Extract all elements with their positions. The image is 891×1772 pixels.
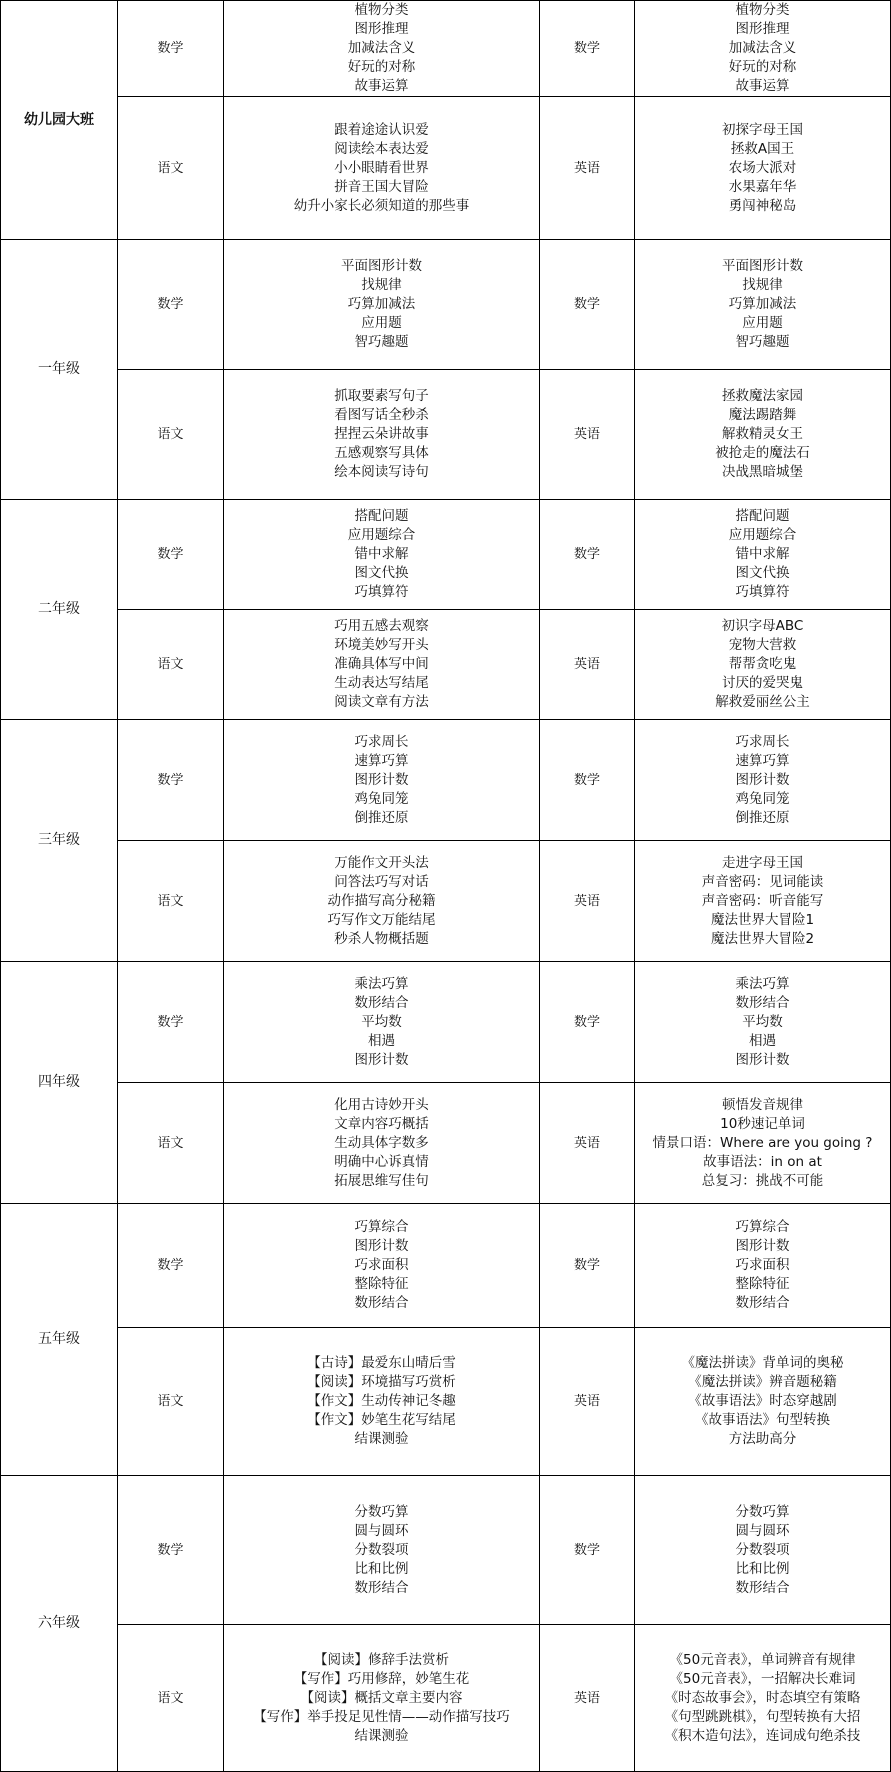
topics-cell-right bbox=[635, 1476, 891, 1625]
topic-item: 搭配问题 bbox=[735, 508, 790, 524]
topic-item: 五感观察写具体 bbox=[334, 445, 429, 461]
topic-item: 应用题 bbox=[742, 315, 783, 331]
topics-cell-right bbox=[635, 1, 891, 97]
topic-item: 分数巧算 bbox=[735, 1503, 790, 1520]
topic-item: 分数裂项 bbox=[735, 1541, 790, 1558]
grade-cell: 六年级 bbox=[1, 1476, 118, 1772]
topic-item: 巧用五感去观察 bbox=[334, 618, 429, 634]
topic-item: 初探字母王国 bbox=[722, 121, 803, 138]
topic-item: 声音密码：听音能写 bbox=[701, 892, 824, 909]
topic-item: 数形结合 bbox=[354, 1579, 409, 1596]
topic-item: 数形结合 bbox=[735, 1295, 790, 1311]
subject-cell-left: 语文 bbox=[118, 1328, 224, 1476]
topic-item: 加减法含义 bbox=[347, 40, 416, 56]
topic-item: 倒推还原 bbox=[735, 809, 790, 826]
topic-item: 智巧趣题 bbox=[735, 334, 790, 350]
topic-item: 故事运算 bbox=[735, 78, 790, 94]
topic-item: 勇闯神秘岛 bbox=[728, 197, 797, 214]
topic-item: 【阅读】修辞手法赏析 bbox=[314, 1651, 449, 1668]
grade-cell: 幼儿园大班 bbox=[1, 1, 118, 240]
topic-item: 应用题 bbox=[361, 315, 402, 331]
topics-cell-left bbox=[224, 1476, 540, 1625]
topic-item: 巧写作文万能结尾 bbox=[327, 911, 436, 928]
topic-item: 水果嘉年华 bbox=[728, 178, 797, 195]
topic-item: 比和比例 bbox=[735, 1560, 790, 1577]
grade-cell: 一年级 bbox=[1, 240, 118, 500]
topic-item: 图形计数 bbox=[735, 1051, 790, 1068]
topic-item: 幼升小家长必须知道的那些事 bbox=[293, 197, 470, 214]
subject-cell-left: 数学 bbox=[118, 962, 224, 1083]
topic-item: 魔法世界大冒险2 bbox=[710, 930, 815, 947]
topic-item: 找规律 bbox=[361, 277, 402, 293]
topic-item: 相遇 bbox=[368, 1032, 395, 1049]
topic-item: 错中求解 bbox=[354, 546, 409, 562]
topic-item: 巧算加减法 bbox=[347, 296, 416, 312]
topic-item: 图形推理 bbox=[735, 21, 790, 37]
topic-item: 巧填算符 bbox=[735, 584, 790, 600]
topic-item: 整除特征 bbox=[735, 1276, 790, 1292]
table-row bbox=[1, 370, 891, 500]
topic-item: 数形结合 bbox=[735, 994, 790, 1011]
topic-item: 总复习：挑战不可能 bbox=[701, 1172, 824, 1189]
topic-item: 拯救魔法家园 bbox=[722, 388, 803, 404]
topic-item: 比和比例 bbox=[354, 1560, 409, 1577]
topic-item: 讨厌的爱哭鬼 bbox=[722, 675, 803, 691]
topics-cell-left bbox=[224, 1328, 540, 1476]
topic-item: 《句型跳跳棋》，句型转换有大招 bbox=[664, 1708, 861, 1725]
subject-cell-right: 英语 bbox=[540, 1083, 635, 1204]
topic-item: 《积木造句法》，连词成句绝杀技 bbox=[664, 1727, 861, 1744]
topic-item: 平均数 bbox=[361, 1013, 402, 1030]
topic-item: 巧求面积 bbox=[735, 1257, 790, 1273]
topic-item: 抓取要素写句子 bbox=[334, 388, 429, 404]
topic-item: 巧算综合 bbox=[354, 1219, 409, 1235]
topics-cell-right bbox=[635, 1083, 891, 1204]
topic-item: 巧填算符 bbox=[354, 584, 409, 600]
topic-item: 乘法巧算 bbox=[735, 975, 790, 992]
topic-item: 【阅读】环境描写巧赏析 bbox=[307, 1374, 456, 1390]
topic-item: 巧求面积 bbox=[354, 1257, 409, 1273]
topics-cell-left bbox=[224, 240, 540, 370]
topic-item: 错中求解 bbox=[735, 546, 790, 562]
topic-item: 明确中心诉真情 bbox=[334, 1153, 429, 1170]
table-row bbox=[1, 610, 891, 720]
subject-cell-right: 数学 bbox=[540, 500, 635, 610]
subject-cell-left: 数学 bbox=[118, 500, 224, 610]
subject-cell-left: 语文 bbox=[118, 841, 224, 962]
topic-item: 找规律 bbox=[742, 277, 783, 293]
subject-cell-right: 数学 bbox=[540, 720, 635, 841]
topic-item: 《时态故事会》，时态填空有策略 bbox=[664, 1689, 861, 1706]
topics-cell-left bbox=[224, 1, 540, 97]
topic-item: 图文代换 bbox=[354, 565, 409, 581]
topic-item: 鸡兔同笼 bbox=[735, 790, 790, 807]
topic-item: 植物分类 bbox=[735, 2, 790, 18]
subject-cell-left: 语文 bbox=[118, 97, 224, 240]
topic-item: 故事语法：in on at bbox=[703, 1153, 822, 1170]
table-row bbox=[1, 720, 891, 841]
topic-item: 故事运算 bbox=[354, 78, 409, 94]
topic-item: 相遇 bbox=[749, 1032, 776, 1049]
topics-cell-right bbox=[635, 97, 891, 240]
topic-item: 方法助高分 bbox=[728, 1431, 797, 1447]
topic-item: 10秒速记单词 bbox=[720, 1115, 805, 1132]
topics-cell-left bbox=[224, 500, 540, 610]
topic-item: 解救精灵女王 bbox=[722, 426, 803, 442]
topic-item: 圆与圆环 bbox=[354, 1522, 409, 1539]
topics-cell-left bbox=[224, 841, 540, 962]
topic-item: 巧求周长 bbox=[735, 733, 790, 750]
topic-item: 声音密码：见词能读 bbox=[701, 873, 824, 890]
topic-item: 看图写话全秒杀 bbox=[334, 407, 429, 423]
topics-cell-left bbox=[224, 962, 540, 1083]
topic-item: 解救爱丽丝公主 bbox=[715, 694, 810, 710]
grade-cell: 五年级 bbox=[1, 1204, 118, 1476]
topic-item: 【写作】巧用修辞，妙笔生花 bbox=[293, 1670, 470, 1687]
topic-item: 结课测验 bbox=[354, 1727, 409, 1744]
table-row bbox=[1, 1204, 891, 1328]
subject-cell-right: 数学 bbox=[540, 1204, 635, 1328]
table-row bbox=[1, 1, 891, 97]
topic-item: 图形计数 bbox=[354, 1051, 409, 1068]
topic-item: 魔法世界大冒险1 bbox=[710, 911, 815, 928]
topic-item: 农场大派对 bbox=[728, 159, 797, 176]
topic-item: 图形推理 bbox=[354, 21, 409, 37]
topic-item: 宠物大营救 bbox=[728, 637, 797, 653]
topic-item: 被抢走的魔法石 bbox=[715, 445, 810, 461]
topic-item: 顿悟发音规律 bbox=[722, 1096, 803, 1113]
topic-item: 拯救A国王 bbox=[730, 140, 795, 157]
topic-item: 生动表达写结尾 bbox=[334, 675, 429, 691]
table-row bbox=[1, 500, 891, 610]
topic-item: 秒杀人物概括题 bbox=[334, 930, 429, 947]
subject-cell-right: 英语 bbox=[540, 610, 635, 720]
topic-item: 小小眼睛看世界 bbox=[334, 159, 429, 176]
subject-cell-left: 语文 bbox=[118, 370, 224, 500]
topic-item: 速算巧算 bbox=[735, 752, 790, 769]
topic-item: 乘法巧算 bbox=[354, 975, 409, 992]
topics-cell-right bbox=[635, 720, 891, 841]
topic-item: 平面图形计数 bbox=[722, 258, 803, 274]
topic-item: 问答法巧写对话 bbox=[334, 873, 429, 890]
topic-item: 加减法含义 bbox=[728, 40, 797, 56]
topics-cell-left bbox=[224, 610, 540, 720]
topics-cell-right bbox=[635, 1328, 891, 1476]
subject-cell-right: 数学 bbox=[540, 240, 635, 370]
topic-item: 植物分类 bbox=[354, 2, 409, 18]
topic-item: 数形结合 bbox=[354, 1295, 409, 1311]
subject-cell-left: 数学 bbox=[118, 720, 224, 841]
table-row bbox=[1, 841, 891, 962]
table-row bbox=[1, 962, 891, 1083]
subject-cell-left: 语文 bbox=[118, 1625, 224, 1772]
subject-cell-left: 语文 bbox=[118, 610, 224, 720]
topic-item: 分数裂项 bbox=[354, 1541, 409, 1558]
topics-cell-left bbox=[224, 1083, 540, 1204]
topic-item: 圆与圆环 bbox=[735, 1522, 790, 1539]
grade-cell: 三年级 bbox=[1, 720, 118, 962]
topic-item: 动作描写高分秘籍 bbox=[327, 892, 436, 909]
topic-item: 巧求周长 bbox=[354, 733, 409, 750]
subject-cell-right: 数学 bbox=[540, 962, 635, 1083]
topic-item: 好玩的对称 bbox=[347, 59, 416, 75]
topic-item: 【写作】举手投足见性情——动作描写技巧 bbox=[253, 1708, 510, 1725]
topic-item: 阅读文章有方法 bbox=[334, 694, 429, 710]
subject-cell-right: 数学 bbox=[540, 1, 635, 97]
table-row bbox=[1, 97, 891, 240]
topic-item: 智巧趣题 bbox=[354, 334, 409, 350]
topic-item: 情景口语：Where are you going ? bbox=[652, 1134, 873, 1151]
subject-cell-left: 数学 bbox=[118, 1476, 224, 1625]
table-row bbox=[1, 240, 891, 370]
topics-cell-right bbox=[635, 1204, 891, 1328]
subject-cell-right: 英语 bbox=[540, 841, 635, 962]
topic-item: 好玩的对称 bbox=[728, 59, 797, 75]
topic-item: 数形结合 bbox=[354, 994, 409, 1011]
grade-cell: 四年级 bbox=[1, 962, 118, 1204]
topics-cell-left bbox=[224, 720, 540, 841]
topic-item: 应用题综合 bbox=[347, 527, 416, 543]
subject-cell-right: 英语 bbox=[540, 370, 635, 500]
topic-item: 倒推还原 bbox=[354, 809, 409, 826]
topics-cell-right bbox=[635, 841, 891, 962]
topics-cell-right bbox=[635, 500, 891, 610]
subject-cell-right: 英语 bbox=[540, 97, 635, 240]
table-row bbox=[1, 1083, 891, 1204]
topic-item: 图形计数 bbox=[735, 1238, 790, 1254]
topics-cell-left bbox=[224, 1204, 540, 1328]
topics-cell-left bbox=[224, 1625, 540, 1772]
topics-cell-left bbox=[224, 97, 540, 240]
subject-cell-right: 英语 bbox=[540, 1328, 635, 1476]
topic-item: 【作文】生动传神记冬趣 bbox=[307, 1393, 456, 1409]
topic-item: 【阅读】概括文章主要内容 bbox=[300, 1689, 463, 1706]
topic-item: 魔法踢踏舞 bbox=[728, 407, 797, 423]
topics-cell-right bbox=[635, 1625, 891, 1772]
topics-cell-right bbox=[635, 370, 891, 500]
table-row bbox=[1, 1476, 891, 1625]
topic-item: 化用古诗妙开头 bbox=[334, 1096, 429, 1113]
topic-item: 跟着途途认识爱 bbox=[334, 121, 429, 138]
topic-item: 数形结合 bbox=[735, 1579, 790, 1596]
topics-cell-left bbox=[224, 370, 540, 500]
topic-item: 捏捏云朵讲故事 bbox=[334, 426, 429, 442]
topics-cell-right bbox=[635, 610, 891, 720]
topic-item: 分数巧算 bbox=[354, 1503, 409, 1520]
topic-item: 应用题综合 bbox=[728, 527, 797, 543]
topic-item: 万能作文开头法 bbox=[334, 854, 429, 871]
topic-item: 《魔法拼读》背单词的奥秘 bbox=[681, 1355, 844, 1371]
topic-item: 整除特征 bbox=[354, 1276, 409, 1292]
topic-item: 走进字母王国 bbox=[722, 854, 803, 871]
topic-item: 巧算综合 bbox=[735, 1219, 790, 1235]
topic-item: 《50元音表》，一招解决长难词 bbox=[669, 1670, 856, 1687]
topic-item: 平面图形计数 bbox=[341, 258, 422, 274]
topic-item: 拼音王国大冒险 bbox=[334, 178, 429, 195]
subject-cell-left: 数学 bbox=[118, 240, 224, 370]
topic-item: 环境美妙写开头 bbox=[334, 637, 429, 653]
topic-item: 【古诗】最爱东山晴后雪 bbox=[307, 1355, 456, 1371]
topic-item: 速算巧算 bbox=[354, 752, 409, 769]
topic-item: 《50元音表》，单词辨音有规律 bbox=[669, 1651, 856, 1668]
topic-item: 图文代换 bbox=[735, 565, 790, 581]
topic-item: 生动具体字数多 bbox=[334, 1134, 429, 1151]
subject-cell-left: 语文 bbox=[118, 1083, 224, 1204]
subject-cell-right: 数学 bbox=[540, 1476, 635, 1625]
topics-cell-right bbox=[635, 240, 891, 370]
topic-item: 图形计数 bbox=[354, 1238, 409, 1254]
curriculum-table-body bbox=[1, 1, 891, 1772]
topic-item: 帮帮贪吃鬼 bbox=[728, 656, 797, 672]
topic-item: 初识字母ABC bbox=[721, 618, 804, 634]
grade-cell: 二年级 bbox=[1, 500, 118, 720]
topic-item: 绘本阅读写诗句 bbox=[334, 464, 429, 480]
topic-item: 平均数 bbox=[742, 1013, 783, 1030]
topic-item: 决战黑暗城堡 bbox=[722, 464, 803, 480]
topic-item: 图形计数 bbox=[354, 771, 409, 788]
topic-item: 阅读绘本表达爱 bbox=[334, 140, 429, 157]
topic-item: 鸡兔同笼 bbox=[354, 790, 409, 807]
topic-item: 《故事语法》句型转换 bbox=[695, 1412, 830, 1428]
topic-item: 《故事语法》时态穿越剧 bbox=[688, 1393, 837, 1409]
subject-cell-right: 英语 bbox=[540, 1625, 635, 1772]
topic-item: 搭配问题 bbox=[354, 508, 409, 524]
topic-item: 巧算加减法 bbox=[728, 296, 797, 312]
table-row bbox=[1, 1328, 891, 1476]
topics-cell-right bbox=[635, 962, 891, 1083]
topic-item: 图形计数 bbox=[735, 771, 790, 788]
topic-item: 《魔法拼读》辨音题秘籍 bbox=[688, 1374, 837, 1390]
subject-cell-left: 数学 bbox=[118, 1, 224, 97]
topic-item: 准确具体写中间 bbox=[334, 656, 429, 672]
subject-cell-left: 数学 bbox=[118, 1204, 224, 1328]
table-row bbox=[1, 1625, 891, 1772]
topic-item: 拓展思维写佳句 bbox=[334, 1172, 429, 1189]
topic-item: 文章内容巧概括 bbox=[334, 1115, 429, 1132]
topic-item: 结课测验 bbox=[354, 1431, 409, 1447]
topic-item: 【作文】妙笔生花写结尾 bbox=[307, 1412, 456, 1428]
